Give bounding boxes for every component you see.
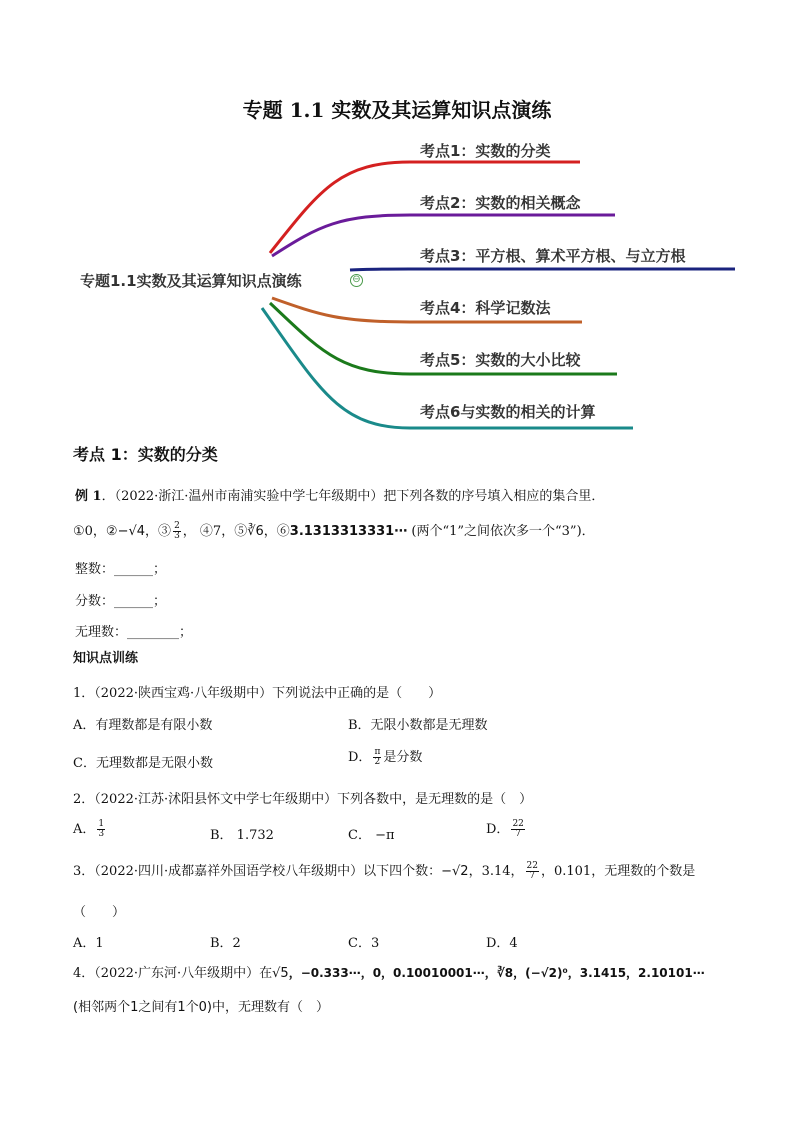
fraction-pi-2 [373, 748, 381, 767]
question-4-stem-cont: (相邻两个1之间有1个0)中，无理数有（ ） [73, 1000, 329, 1015]
fraction-num: 22 [526, 861, 538, 871]
example-items [73, 520, 595, 541]
stem-text: ，0.101，无理数的个数是 [540, 864, 696, 879]
option-suffix: 是分数 [383, 750, 423, 765]
example-text: ．（2022·浙江·温州市南浦实验中学七年级期中）把下列各数的序号填入相应的集合里． [101, 489, 605, 504]
mindmap-branch-5[interactable]: 考点5：实数的大小比较 [420, 351, 581, 369]
fraction-den: 7 [529, 871, 536, 881]
math-sqrt5: √5 [272, 966, 289, 981]
q2-option-c[interactable]: C． −π [348, 828, 395, 843]
question-2-stem: 2．（2022·江苏·沭阳县怀文中学七年级期中）下列各数中，是无理数的是（ ） [73, 792, 533, 807]
mindmap-connectors [0, 0, 794, 440]
fraction-1-3 [97, 820, 105, 839]
q1-option-c[interactable]: C．无理数都是无限小数 [73, 756, 213, 771]
stem-text: ，3.14， [468, 864, 524, 879]
items-text: ，③ [145, 524, 172, 539]
q1-option-a[interactable]: A．有理数都是有限小数 [73, 718, 213, 733]
fraction-22-7 [511, 820, 524, 839]
option-prefix: D． [486, 822, 510, 837]
fraction-22-7 [526, 862, 539, 881]
option-prefix: A． [73, 822, 96, 837]
branch-3-line [350, 269, 735, 270]
items-text: ，⑥ [263, 524, 290, 539]
math-number-list: ，−0.333⋯，0，0.10010001⋯，∛8，(−√2)⁰，3.1415，2.10101⋯ [288, 966, 705, 980]
stem-text: 4．（2022·广东河·八年级期中）在 [73, 966, 273, 981]
math-decimal: 3.1313313331⋯ [289, 524, 408, 539]
q2-option-d[interactable] [486, 818, 527, 839]
q1-option-d[interactable] [348, 746, 422, 767]
blank-integer[interactable]: 整数：______； [75, 562, 167, 577]
fraction-den: 7 [515, 829, 522, 839]
stem-text: 3．（2022·四川·成都嘉祥外国语学校八年级期中）以下四个数： [73, 864, 442, 879]
practice-heading: 知识点训练 [73, 651, 139, 666]
fraction-num: 1 [98, 819, 105, 829]
fraction-den: 3 [174, 531, 180, 541]
example-1 [75, 485, 604, 504]
q1-option-b[interactable]: B．无限小数都是无理数 [348, 718, 488, 733]
items-text: (两个“1”之间依次多一个“3”)． [407, 524, 595, 539]
question-1-stem: 1．（2022·陕西宝鸡·八年级期中）下列说法中正确的是（ ） [73, 686, 442, 701]
page-title: 专题 1.1 实数及其运算知识点演练 [242, 98, 552, 122]
items-text: ， ④7，⑤ [182, 524, 248, 539]
collapse-icon[interactable]: ⊖ [350, 274, 363, 287]
option-prefix: D． [348, 750, 372, 765]
question-4-stem [73, 962, 705, 981]
mindmap-root[interactable]: 专题1.1实数及其运算知识点演练 [80, 272, 302, 290]
math-neg-sqrt4: −√4 [117, 524, 146, 539]
q3-option-c[interactable]: C．3 [348, 936, 380, 951]
q2-option-b[interactable]: B． 1.732 [210, 828, 274, 843]
mindmap-branch-1[interactable]: 考点1：实数的分类 [420, 142, 551, 160]
question-3-stem-cont: （ ） [73, 905, 126, 920]
q2-option-a[interactable] [73, 818, 107, 839]
q3-option-b[interactable]: B．2 [210, 936, 241, 951]
example-label: 例 1 [75, 489, 102, 504]
mindmap-branch-3[interactable]: 考点3：平方根、算术平方根、与立方根 [420, 247, 686, 265]
fraction-2-3 [173, 522, 181, 541]
fraction-num: π [374, 747, 381, 757]
math-cbrt6: ∛6 [247, 524, 264, 539]
fraction-num: 2 [174, 521, 180, 531]
question-3-stem [73, 860, 695, 881]
fraction-den: 3 [98, 829, 105, 839]
math-neg-sqrt2: −√2 [441, 864, 469, 879]
section-heading: 考点 1：实数的分类 [73, 445, 218, 464]
mindmap-branch-4[interactable]: 考点4：科学记数法 [420, 299, 551, 317]
fraction-den: 2 [374, 757, 381, 767]
mindmap-branch-2[interactable]: 考点2：实数的相关概念 [420, 194, 581, 212]
q3-option-d[interactable]: D．4 [486, 936, 518, 951]
fraction-num: 22 [512, 819, 524, 829]
mindmap-branch-6[interactable]: 考点6与实数的相关的计算 [420, 403, 596, 421]
blank-irrational[interactable]: 无理数：________； [75, 625, 193, 640]
blank-fraction[interactable]: 分数：______； [75, 594, 167, 609]
items-text: ①0，② [73, 524, 118, 539]
q3-option-a[interactable]: A．1 [73, 936, 104, 951]
